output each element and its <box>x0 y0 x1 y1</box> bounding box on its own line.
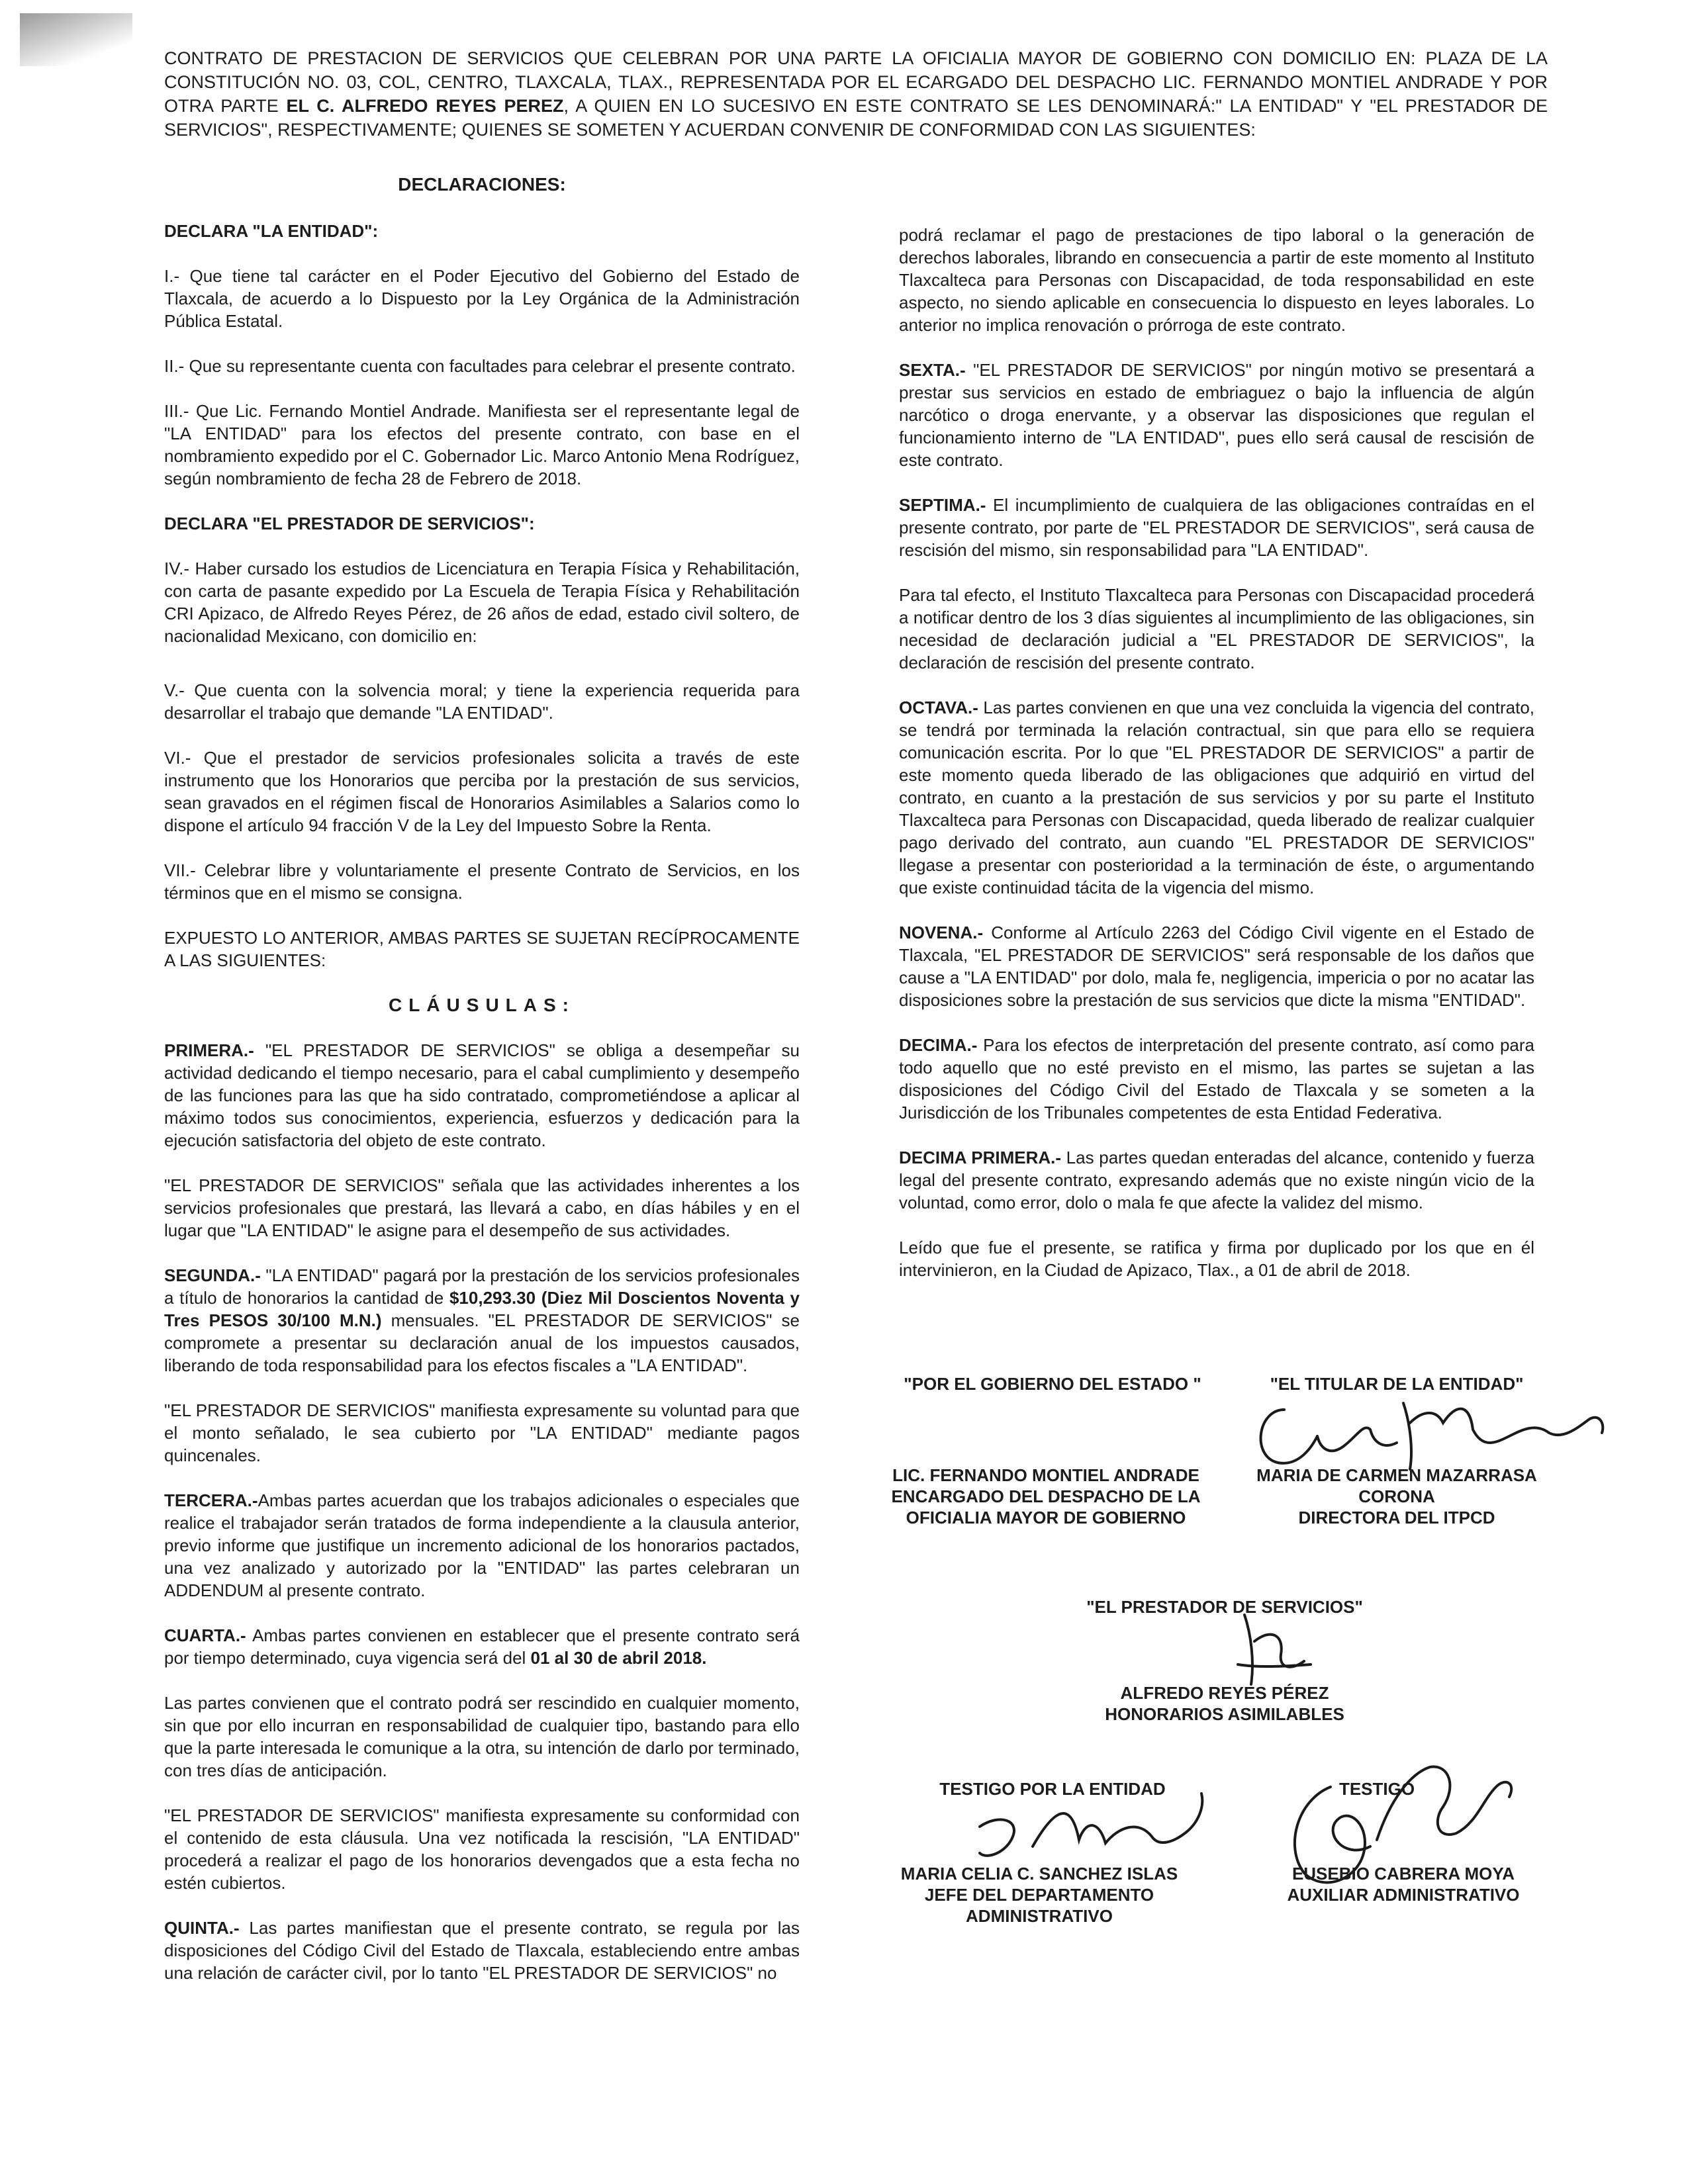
clausula-text: Ambas partes acuerdan que los trabajos adicionales o especiales que realice el trabajador serán tratados de forma independiente a la clausula anterior, previo informe que justifique un incremento adicional de los honorarios pactados, una vez analizado y autorizado por la "ENTIDAD" las partes celebraran un ADDENDUM al presente contrato. <box>164 1490 800 1600</box>
signer-role: DIRECTORA DEL ITPCD <box>1298 1508 1495 1527</box>
leido-text: Leído que fue el presente, se ratifica y firma por duplicado por los que en él intervinieron, en la Ciudad de Apizaco, Tlax., a 01 de abril de 2018. <box>899 1238 1534 1280</box>
prestador-signature-block <box>1053 1682 1397 1725</box>
testigo2-signature-block <box>1258 1863 1549 1905</box>
declaracion-vii: VII.- Celebrar libre y voluntariamente el presente Contrato de Servicios, en los términos que en el mismo se consigna. <box>164 860 800 903</box>
signer-name: LIC. FERNANDO MONTIEL ANDRADE <box>892 1465 1199 1485</box>
clausula-text: Las partes convienen en que una vez concluida la vigencia del contrato, se tendrá por terminada la relación contractual, sin que para ello se requiera comunicación escrita. Por lo que "EL PRESTADOR DE SERVICIOS" a partir de este momento queda liberado de las obligaciones que adquirió en virtud del contrato, en cuanto a la prestación de sus servicios y por su parte el Instituto Tlaxcalteca para Personas con Discapacidad, queda liberado de realizar cualquier pago derivado del contrato, aun cuando "EL PRESTADOR DE SERVICIOS" llegase a presentar con posterioridad a la terminación de éste, o argumentando que existe continuidad tácita de la vigencia del mismo. <box>899 698 1534 897</box>
clausula-text: Ambas partes convienen en establecer que el presente contrato será por tiempo determinado, cuya vigencia será del <box>164 1625 800 1668</box>
signer-name: MARIA CELIA C. SANCHEZ ISLAS <box>900 1864 1178 1884</box>
signer-role: ENCARGADO DEL DESPACHO DE LA <box>891 1486 1201 1506</box>
clausula-lead: DECIMA.- <box>899 1035 978 1055</box>
declaraciones-title: DECLARACIONES: <box>398 174 566 195</box>
signature-heading: "EL PRESTADOR DE SERVICIOS" <box>1086 1597 1363 1617</box>
testigo1-signature-block <box>867 1863 1211 1927</box>
expuesto-text: EXPUESTO LO ANTERIOR, AMBAS PARTES SE SUJETAN RECÍPROCAMENTE A LAS SIGUIENTES: <box>164 928 800 970</box>
signer-role: JEFE DEL DEPARTAMENTO <box>924 1885 1154 1905</box>
clausula-novena <box>899 921 1534 1011</box>
clausula-lead: CUARTA.- <box>164 1625 246 1645</box>
clausula-lead: PRIMERA.- <box>164 1040 254 1060</box>
clausula-lead: OCTAVA.- <box>899 698 978 717</box>
clausula-decima-primera <box>899 1146 1534 1214</box>
signer-name: MARIA DE CARMEN MAZARRASA <box>1256 1465 1537 1485</box>
clausula-lead: SEPTIMA.- <box>899 495 986 515</box>
clausula-primera <box>164 1039 800 1152</box>
clausula-text: Las partes manifiestan que el presente contrato, se regula por las disposiciones del Código Civil del Estado de Tlaxcala, estableciendo entre ambas una relación de carácter civil, por lo tanto "EL PRESTADOR DE SERVICIOS" no <box>164 1918 800 1983</box>
signer-name: CORONA <box>1358 1486 1435 1506</box>
titular-signature-block <box>1244 1465 1549 1528</box>
header-text: CONTRATO DE PRESTACION DE SERVICIOS QUE CELEBRAN POR UNA PARTE LA OFICIALIA MAYOR DE GOBIERNO CON DOMICILIO EN: PLAZA DE LA CONSTITUCIÓN NO. 03, COL, CENTRO, TLAXCALA, TLAX., REPRESENTADA POR EL ECARGADO DEL DESPACHO LIC. FERNANDO MONTIEL ANDRADE Y POR OTRA PARTE <box>164 48 1548 116</box>
payment-amount: $10,293.30 (Diez Mil Doscientos Noventa y Tres PESOS 30/100 M.N.) <box>164 1288 800 1330</box>
signer-role: HONORARIOS ASIMILABLES <box>1105 1704 1344 1724</box>
signer-name: EUSEBIO CABRERA MOYA <box>1291 1864 1515 1884</box>
clausula-lead: TERCERA.- <box>164 1490 258 1510</box>
header-text-end: , A QUIEN EN LO SUCESIVO EN ESTE CONTRATO SE LES DENOMINARÁ:" LA ENTIDAD" Y "EL PRESTADOR DE SERVICIOS", RESPECTIVAMENTE; QUIENES SE SOMETEN Y ACUERDAN CONVENIR DE CONFORMIDAD CON LAS SIGUIENTES: <box>164 96 1548 140</box>
declara-prestador-heading: DECLARA "EL PRESTADOR DE SERVICIOS": <box>164 514 535 533</box>
right-column <box>899 224 1534 1304</box>
clausula-text: Las partes quedan enteradas del alcance, contenido y fuerza legal del presente contrato, expresando además que no existe ningún vicio de la voluntad, como error, dolo o mala fe que afecte la validez del mismo. <box>899 1148 1534 1212</box>
header-provider-name: EL C. ALFREDO REYES PEREZ <box>286 96 564 116</box>
clausula-decima <box>899 1034 1534 1124</box>
clausula-cuarta <box>164 1624 800 1669</box>
declaracion-v: V.- Que cuenta con la solvencia moral; y tiene la experiencia requerida para desarrollar el trabajo que demande "LA ENTIDAD". <box>164 680 800 723</box>
declaracion-vi: VI.- Que el prestador de servicios profesionales solicita a través de este instrumento que los Honorarios que perciba por la prestación de sus servicios, sean gravados en el régimen fiscal de Honorarios Asimilables a Salarios como lo dispone el artículo 94 fracción V de la Ley del Impuesto Sobre la Renta. <box>164 748 800 835</box>
left-column <box>164 173 800 2007</box>
prestador-signature <box>1218 1602 1324 1694</box>
declaracion-iii: III.- Que Lic. Fernando Montiel Andrade. Manifiesta ser el representante legal de "LA ENTIDAD" para los efectos del presente contrato, con base en el nombramiento expedido por el C. Gobernador Lic. Marco Antonio Mena Rodríguez, según nombramiento de fecha 28 de Febrero de 2018. <box>164 401 800 488</box>
clausula-text: Conforme al Artículo 2263 del Código Civil vigente en el Estado de Tlaxcala, "EL PRESTADOR DE SERVICIOS" será responsable de los daños que cause a "LA ENTIDAD" por dolo, mala fe, negligencia, impericia o por no acatar las disposiciones sobre la prestación de sus servicios que dicte la misma "ENTIDAD". <box>899 923 1534 1010</box>
vigencia-dates: 01 al 30 de abril 2018. <box>530 1648 707 1668</box>
clausula-text: Para los efectos de interpretación del presente contrato, así como para todo aquello que no esté previsto en el mismo, las partes se sujetan a las disposiciones del Código Civil del Estado de Tlaxcala y se someten a la Jurisdicción de los Tribunales competentes de esta Entidad Federativa. <box>899 1035 1534 1122</box>
signature-heading: TESTIGO POR LA ENTIDAD <box>939 1779 1166 1799</box>
clausula-text: mensuales. "EL PRESTADOR DE SERVICIOS" se compromete a presentar su declaración anual de los impuestos causados, liberando de toda responsabilidad para los efectos fiscales a "LA ENTIDAD". <box>164 1310 800 1375</box>
signer-name: ALFREDO REYES PÉREZ <box>1120 1683 1329 1703</box>
clausulas-title: CLÁUSULAS: <box>389 995 575 1015</box>
clausula-lead: SEGUNDA.- <box>164 1265 261 1285</box>
contract-header <box>164 46 1548 142</box>
clausula-sexta <box>899 359 1534 471</box>
clausula-quinta <box>164 1917 800 1984</box>
declara-entidad-heading: DECLARA "LA ENTIDAD": <box>164 221 379 241</box>
clausula-quinta-cont: podrá reclamar el pago de prestaciones de tipo laboral o la generación de derechos laborales, librando en consecuencia a partir de este momento al Instituto Tlaxcalteca para Personas con Discapacidad, de toda responsabilidad en este aspecto, no siendo aplicable en consecuencia lo dispuesto en leyes laborales. Lo anterior no implica renovación o prórroga de este contrato. <box>899 225 1534 335</box>
signer-role: AUXILIAR ADMINISTRATIVO <box>1287 1885 1520 1905</box>
declaracion-iv: IV.- Haber cursado los estudios de Licenciatura en Terapia Física y Rehabilitación, con carta de pasante expedido por La Escuela de Terapia Física y Rehabilitación CRI Apizaco, de Alfredo Reyes Pérez, de 26 años de edad, estado civil soltero, de nacionalidad Mexicano, con domicilio en: <box>164 559 800 646</box>
clausula-text: "EL PRESTADOR DE SERVICIOS" se obliga a desempeñar su actividad dedicando el tiempo necesario, para el cabal cumplimiento y desempeño de las funciones para las que ha sido contratado, comprometiéndose a aplicar al máximo todos sus conocimientos, experiencia, esfuerzos y dedicación para la ejecución satisfactoria del objeto de este contrato. <box>164 1040 800 1150</box>
clausula-text: El incumplimiento de cualquiera de las obligaciones contraídas en el presente contrato, por parte de "EL PRESTADOR DE SERVICIOS", será causa de rescisión del mismo, sin responsabilidad para "LA ENTIDAD". <box>899 495 1534 560</box>
clausula-segunda-c: "EL PRESTADOR DE SERVICIOS" manifiesta expresamente su voluntad para que el monto señalado, le sea cubierto por "LA ENTIDAD" mediante pagos quincenales. <box>164 1400 800 1465</box>
clausula-cuarta-b: Las partes convienen que el contrato podrá ser rescindido en cualquier momento, sin que por ello incurran en responsabilidad de cualquier tipo, bastando para ello que la parte interesada le comunique a la otra, su intención de darlo por terminado, con tres días de anticipación. <box>164 1693 800 1780</box>
gobierno-signature-block <box>874 1465 1218 1528</box>
signer-role: ADMINISTRATIVO <box>966 1906 1113 1926</box>
clausula-lead: SEXTA.- <box>899 360 966 380</box>
clausula-septima-b: Para tal efecto, el Instituto Tlaxcalteca para Personas con Discapacidad procederá a notificar dentro de los 3 días siguientes al incumplimiento de las obligaciones, sin necesidad de declaración judicial a "EL PRESTADOR DE SERVICIOS", la declaración de rescisión del presente contrato. <box>899 585 1534 672</box>
clausula-tercera <box>164 1489 800 1602</box>
clausula-segunda <box>164 1264 800 1377</box>
clausula-cuarta-c: "EL PRESTADOR DE SERVICIOS" manifiesta expresamente su conformidad con el contenido de esta cláusula. Una vez notificada la rescisión, "LA ENTIDAD" procederá a realizar el pago de los honorarios devengados que a esta fecha no estén cubiertos. <box>164 1805 800 1893</box>
signature-heading: "EL TITULAR DE LA ENTIDAD" <box>1270 1374 1524 1394</box>
clausula-primera-b: "EL PRESTADOR DE SERVICIOS" señala que las actividades inherentes a los servicios profesionales que prestará, las llevará a cabo, en días hábiles y en el lugar que "LA ENTIDAD" le asigne para el desempeño de sus actividades. <box>164 1175 800 1240</box>
declaracion-ii: II.- Que su representante cuenta con facultades para celebrar el presente contrato. <box>164 356 796 376</box>
signature-heading: "POR EL GOBIERNO DEL ESTADO " <box>904 1374 1201 1394</box>
clausula-septima <box>899 494 1534 561</box>
clausula-lead: QUINTA.- <box>164 1918 240 1938</box>
clausula-text: "LA ENTIDAD" pagará por la prestación de los servicios profesionales a título de honorarios la cantidad de <box>164 1265 800 1308</box>
scan-artifact <box>20 13 132 66</box>
signature-heading: TESTIGO <box>1338 1779 1415 1799</box>
clausula-lead: NOVENA.- <box>899 923 984 942</box>
signer-role: OFICIALIA MAYOR DE GOBIERNO <box>906 1508 1186 1527</box>
clausula-octava <box>899 696 1534 899</box>
clausula-lead: DECIMA PRIMERA.- <box>899 1148 1062 1167</box>
clausula-text: "EL PRESTADOR DE SERVICIOS" por ningún motivo se presentará a prestar sus servicios en estado de embriaguez o bajo la influencia de algún narcótico o droga enervante, y a observar las disposiciones que regulan el funcionamiento interno de "LA ENTIDAD", pues ello será causal de rescisión de este contrato. <box>899 360 1534 470</box>
gobierno-heading <box>880 1373 1225 1394</box>
declaracion-i: I.- Que tiene tal carácter en el Poder Ejecutivo del Gobierno del Estado de Tlaxcala, de acuerdo a lo Dispuesto por la Ley Orgánica de la Administración Pública Estatal. <box>164 266 800 331</box>
